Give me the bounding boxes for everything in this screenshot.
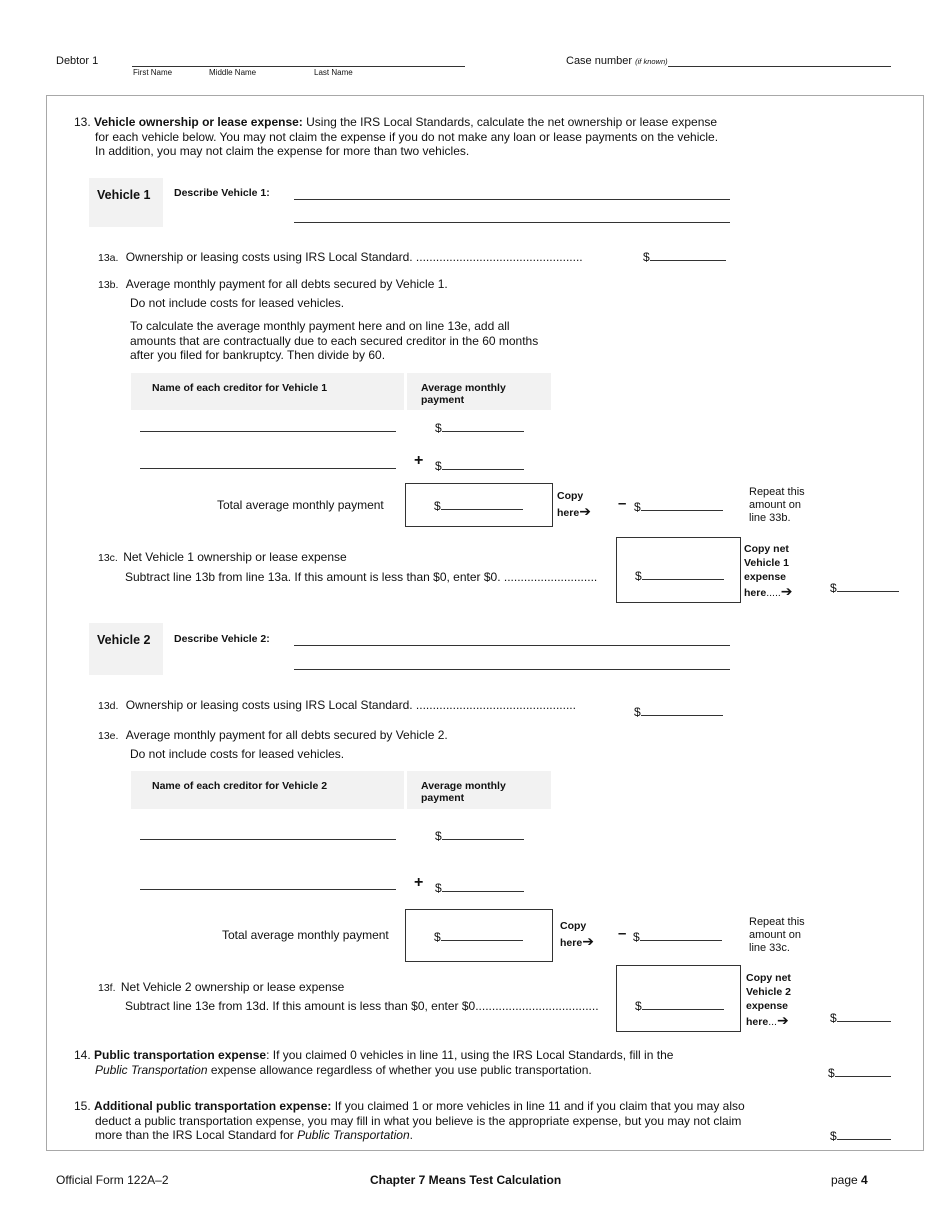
item13-text-1: Using the IRS Local Standards, calculate the net ownership or lease expense bbox=[306, 115, 718, 129]
describe-vehicle2-line2[interactable] bbox=[294, 669, 730, 670]
line-13c-number: 13c. bbox=[98, 552, 118, 564]
item13-title: Vehicle ownership or lease expense: bbox=[94, 115, 303, 129]
line-13e-text-1: Average monthly payment for all debts secured by Vehicle 2. bbox=[125, 728, 448, 742]
vehicle1-label-box bbox=[89, 178, 163, 227]
vehicle2-label: Vehicle 2 bbox=[97, 633, 151, 647]
v1-subtract-amount[interactable]: $ bbox=[634, 498, 723, 514]
line-13a-amount[interactable] bbox=[643, 248, 726, 264]
line-13a-text: Ownership or leasing costs using IRS Local Standard. .................................................. bbox=[125, 250, 583, 264]
v2-copy-here: Copy here➔ bbox=[560, 920, 594, 949]
line-13c-text-2: Subtract line 13b from line 13a. If this amount is less than $0, enter $0. ............................ bbox=[125, 570, 598, 584]
line-13d-amount[interactable]: $ bbox=[634, 703, 723, 719]
line-13c-text-1: Net Vehicle 1 ownership or lease expense bbox=[123, 550, 347, 564]
v2-avg-col-header bbox=[407, 771, 551, 809]
line-13e-text-2: Do not include costs for leased vehicles. bbox=[130, 747, 345, 761]
line-13a-number: 13a. bbox=[98, 252, 119, 264]
footer-page bbox=[831, 1173, 868, 1187]
line-14-amount[interactable]: $ bbox=[828, 1064, 891, 1080]
v2-total-box[interactable]: $ bbox=[405, 909, 553, 962]
last-name-caption: Last Name bbox=[314, 68, 353, 77]
item15-text-2: deduct a public transportation expense, you may fill in what you believe is the appropriate expense, but you may not claim bbox=[95, 1113, 742, 1128]
case-number-label bbox=[566, 55, 668, 67]
footer-form-id: Official Form 122A–2 bbox=[56, 1173, 169, 1187]
v2-creditor-col-label: Name of each creditor for Vehicle 2 bbox=[152, 780, 328, 792]
v1-creditor-payment-2[interactable]: $ bbox=[435, 457, 524, 473]
v1-avg-col-label: Average monthly payment bbox=[421, 382, 506, 406]
item15-number: 15. bbox=[74, 1099, 91, 1113]
v2-subtract-amount[interactable]: $ bbox=[633, 928, 722, 944]
case-number-text: Case number bbox=[566, 55, 633, 67]
v1-copy-net-note: Copy net Vehicle 1 expense here.....➔ bbox=[744, 543, 793, 599]
middle-name-caption: Middle Name bbox=[209, 68, 257, 77]
case-number-field[interactable] bbox=[668, 66, 891, 67]
debtor-label: Debtor 1 bbox=[56, 55, 99, 67]
item14-title: Public transportation expense bbox=[94, 1048, 267, 1062]
line-13c-total-amount[interactable]: $ bbox=[830, 579, 899, 595]
item13-text-3: In addition, you may not claim the expense for more than two vehicles. bbox=[95, 144, 470, 158]
vehicle2-label-box bbox=[89, 623, 163, 675]
v1-creditor-col-label: Name of each creditor for Vehicle 1 bbox=[152, 382, 328, 394]
footer-page-number: 4 bbox=[861, 1173, 868, 1187]
line-13a bbox=[98, 250, 583, 264]
v2-creditor-col-header bbox=[131, 771, 404, 809]
line-13f bbox=[98, 980, 344, 994]
item13-number: 13. bbox=[74, 115, 91, 129]
calc-line-1: To calculate the average monthly payment here and on line 13e, add all bbox=[130, 319, 510, 333]
describe-vehicle1-line2[interactable] bbox=[294, 222, 730, 223]
line-13f-text-1: Net Vehicle 2 ownership or lease expense bbox=[120, 980, 345, 994]
v1-repeat-note: Repeat this amount on line 33b. bbox=[749, 486, 805, 524]
line-13f-box[interactable]: $ bbox=[616, 965, 741, 1032]
line-13b-text-2: Do not include costs for leased vehicles. bbox=[130, 296, 345, 310]
item15-text-3: more than the IRS Local Standard for bbox=[95, 1128, 298, 1142]
item15-instructions: 15. Additional public transportation expense: If you claimed 1 or more vehicles in line 11 and if you claim that you may also deduct a public transportation expense, you may fill in what you believe is the appropriate expense, but you may not claim more than the IRS Local Standard for Public Transportation. bbox=[74, 1099, 814, 1143]
v2-repeat-note: Repeat this amount on line 33c. bbox=[749, 916, 805, 954]
line-13b-number: 13b. bbox=[98, 279, 119, 291]
arrow-right-icon: ➔ bbox=[582, 933, 594, 949]
line-13b-text-1: Average monthly payment for all debts secured by Vehicle 1. bbox=[125, 277, 448, 291]
item15-text-1: If you claimed 1 or more vehicles in line 11 and if you claim that you may also bbox=[331, 1099, 745, 1113]
v2-creditor-payment-2[interactable]: $ bbox=[435, 879, 524, 895]
line-13d-number: 13d. bbox=[98, 700, 119, 712]
line-13c-box[interactable]: $ bbox=[616, 537, 741, 603]
item15-title: Additional public transportation expense: bbox=[94, 1099, 332, 1113]
calc-line-3: after you filed for bankruptcy. Then divide by 60. bbox=[130, 348, 386, 362]
v2-copy-net-note: Copy net Vehicle 2 expense here...➔ bbox=[746, 972, 791, 1028]
v1-avg-col-header bbox=[407, 373, 551, 410]
describe-vehicle1-line1[interactable] bbox=[294, 199, 730, 200]
calc-line-2: amounts that are contractually due to each secured creditor in the 60 months bbox=[130, 333, 539, 348]
item14-text-1: : If you claimed 0 vehicles in line 11, using the IRS Local Standards, fill in the bbox=[266, 1048, 674, 1062]
line-13f-text-2: Subtract line 13e from 13d. If this amount is less than $0, enter $0..................................... bbox=[125, 999, 599, 1013]
vehicle1-label: Vehicle 1 bbox=[97, 188, 151, 202]
item14-text-2: expense allowance regardless of whether you use public transportation. bbox=[207, 1062, 592, 1077]
plus-icon: + bbox=[414, 874, 424, 891]
v1-total-label: Total average monthly payment bbox=[217, 498, 384, 512]
v1-creditor-name-2[interactable] bbox=[140, 468, 396, 469]
item14-italic: Public Transportation bbox=[95, 1062, 208, 1077]
item14-number: 14. bbox=[74, 1048, 91, 1062]
footer-page-label: page bbox=[831, 1173, 858, 1187]
item13-text-2: for each vehicle below. You may not claim the expense if you do not make any loan or lease payments on the vehicle. bbox=[95, 129, 719, 144]
describe-vehicle2-line1[interactable] bbox=[294, 645, 730, 646]
case-number-note: (if known) bbox=[635, 57, 668, 66]
arrow-right-icon: ➔ bbox=[776, 1012, 789, 1028]
line-15-amount[interactable]: $ bbox=[830, 1127, 891, 1143]
v1-creditor-col-header bbox=[131, 373, 404, 410]
v2-total-label: Total average monthly payment bbox=[222, 928, 389, 942]
dollar-sign: $ bbox=[643, 250, 650, 264]
describe-vehicle1-label: Describe Vehicle 1: bbox=[174, 187, 270, 199]
line-13e bbox=[98, 728, 448, 742]
line-13d bbox=[98, 698, 576, 712]
arrow-right-icon: ➔ bbox=[579, 503, 591, 519]
v2-creditor-name-1[interactable] bbox=[140, 839, 396, 840]
v2-avg-col-label: Average monthly payment bbox=[421, 780, 506, 804]
line-13d-text: Ownership or leasing costs using IRS Local Standard. ................................................ bbox=[125, 698, 576, 712]
minus-icon: – bbox=[618, 495, 627, 512]
line-13c bbox=[98, 550, 347, 564]
arrow-right-icon: ➔ bbox=[780, 583, 793, 599]
v1-creditor-name-1[interactable] bbox=[140, 431, 396, 432]
debtor-name-field[interactable] bbox=[132, 66, 465, 67]
plus-icon: + bbox=[414, 452, 424, 469]
minus-icon: – bbox=[618, 925, 627, 942]
line-13f-number: 13f. bbox=[98, 982, 116, 994]
line-13b bbox=[98, 277, 448, 291]
calc-instructions bbox=[130, 319, 560, 363]
item14-instructions bbox=[74, 1048, 794, 1077]
line-13e-number: 13e. bbox=[98, 730, 119, 742]
v1-total-box[interactable]: $ bbox=[405, 483, 553, 527]
item15-italic: Public Transportation bbox=[297, 1128, 410, 1142]
describe-vehicle2-label: Describe Vehicle 2: bbox=[174, 633, 270, 645]
v1-copy-here: Copy here➔ bbox=[557, 490, 591, 519]
line-13f-total-amount[interactable]: $ bbox=[830, 1009, 891, 1025]
v2-creditor-payment-1[interactable]: $ bbox=[435, 827, 524, 843]
footer-title: Chapter 7 Means Test Calculation bbox=[370, 1173, 562, 1187]
first-name-caption: First Name bbox=[133, 68, 173, 77]
v1-creditor-payment-1[interactable]: $ bbox=[435, 419, 524, 435]
v2-creditor-name-2[interactable] bbox=[140, 889, 396, 890]
item13-instructions bbox=[74, 115, 774, 159]
